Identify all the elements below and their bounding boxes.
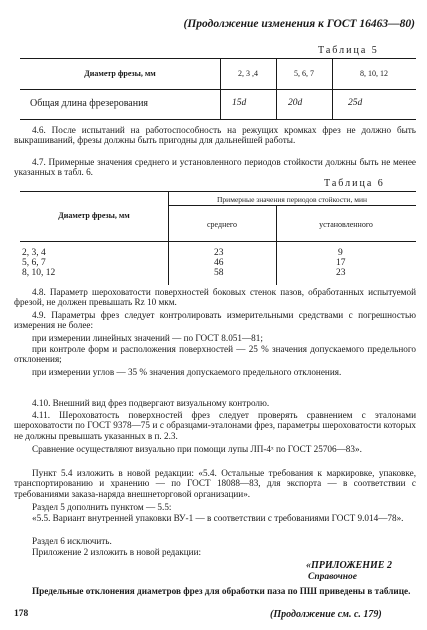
table6-row-set: 17 <box>336 258 346 268</box>
paragraph-4-9-b: при контроле форм и расположения поверхностей — 25 % значения допускаемого предельного отклонения; <box>14 344 416 365</box>
table6-row-avg: 23 <box>214 248 224 258</box>
appendix-2-note: Приложение 2 изложить в новой редакции: <box>32 547 202 557</box>
table6-row-avg: 46 <box>214 258 224 268</box>
table6-row-diameter: 2, 3, 4 <box>22 248 46 258</box>
paragraph-5-4: Пункт 5.4 изложить в новой редакции: «5.4. Остальные требования к маркировке, упаковке, транспортированию и хранению — по ГОСТ 18088—83, для экспорта — в соответствии с требованиями заказа-наряда внешнеторговой организации». <box>14 468 416 499</box>
page-header: (Продолжение изменения к ГОСТ 16463—80) <box>183 18 415 30</box>
table6-group-header: Примерные значения периодов стойкости, мин <box>217 195 367 204</box>
section-6-removal: Раздел 6 исключить. <box>32 536 112 546</box>
table6-col-header: Диаметр фрезы, мм <box>58 211 130 220</box>
continuation-note: (Продолжение см. с. 179) <box>270 609 382 620</box>
table6-label: Таблица 6 <box>324 178 385 189</box>
table5-value: 25d <box>348 98 363 108</box>
appendix-title: «ПРИЛОЖЕНИЕ 2 <box>306 560 392 571</box>
table6-sub-header: среднего <box>207 220 237 229</box>
table6-row-avg: 58 <box>214 268 224 278</box>
table5-diameter: 5, 6, 7 <box>294 69 314 78</box>
table5-col-header: Диаметр фрезы, мм <box>84 69 156 78</box>
table5-diameter: 8, 10, 12 <box>360 69 388 78</box>
appendix-subtitle: Справочное <box>308 572 357 582</box>
section-5-addition: Раздел 5 дополнить пунктом — 5.5: <box>32 502 172 512</box>
table5-value: 20d <box>288 98 303 108</box>
paragraph-4-6: 4.6. После испытаний на работоспособность на режущих кромках фрез не должно быть выкрашиваний, фрезы должны быть пригодны для дальнейшей работы. <box>14 125 416 146</box>
paragraph-4-10: 4.10. Внешний вид фрез подвергают визуальному контролю. <box>32 398 270 408</box>
table6-sub-header: установленного <box>319 220 373 229</box>
paragraph-4-11-b: Сравнение осуществляют визуально при помощи лупы ЛП-4ˣ по ГОСТ 25706—83». <box>32 444 362 454</box>
table5-value: 15d <box>232 98 247 108</box>
paragraph-4-9-a: при измерении линейных значений — по ГОСТ 8.051—81; <box>32 333 263 343</box>
paragraph-4-11: 4.11. Шероховатость поверхностей фрез следует проверять сравнением с эталонами шероховатости по ГОСТ 9378—75 и с образцами-эталонами фрез, параметры шероховатости которых не должны превышать указанных в п. 2.3. <box>14 410 416 441</box>
paragraph-4-9: 4.9. Параметры фрез следует контролировать измерительными средствами с погрешностью измерения не более: <box>14 310 416 331</box>
table6-row-diameter: 5, 6, 7 <box>22 258 46 268</box>
paragraph-4-9-c: при измерении углов — 35 % значения допускаемого предельного отклонения. <box>32 367 342 377</box>
table5-label: Таблица 5 <box>318 45 379 56</box>
table6-row-set: 23 <box>336 268 346 278</box>
table6-row-set: 9 <box>338 248 343 258</box>
table6-row-diameter: 8, 10, 12 <box>22 268 56 278</box>
page-number: 178 <box>14 609 29 619</box>
table5-row-label: Общая длина фрезерования <box>30 98 149 109</box>
paragraph-4-8: 4.8. Параметр шероховатости поверхностей боковых стенок пазов, обработанных испытуемой фрезой, не должен превышать Rz 10 мкм. <box>14 287 416 308</box>
appendix-text: Предельные отклонения диаметров фрез для обработки паза по ПШ приведены в таблице. <box>32 586 411 596</box>
table5-diameter: 2, 3 ,4 <box>238 69 258 78</box>
paragraph-4-7: 4.7. Примерные значения среднего и установленного периодов стойкости должны быть не менее указанных в табл. 6. <box>14 157 416 178</box>
paragraph-5-5: «5.5. Вариант внутренней упаковки ВУ-1 — в соответствии с требованиями ГОСТ 9.014—78». <box>32 513 404 523</box>
